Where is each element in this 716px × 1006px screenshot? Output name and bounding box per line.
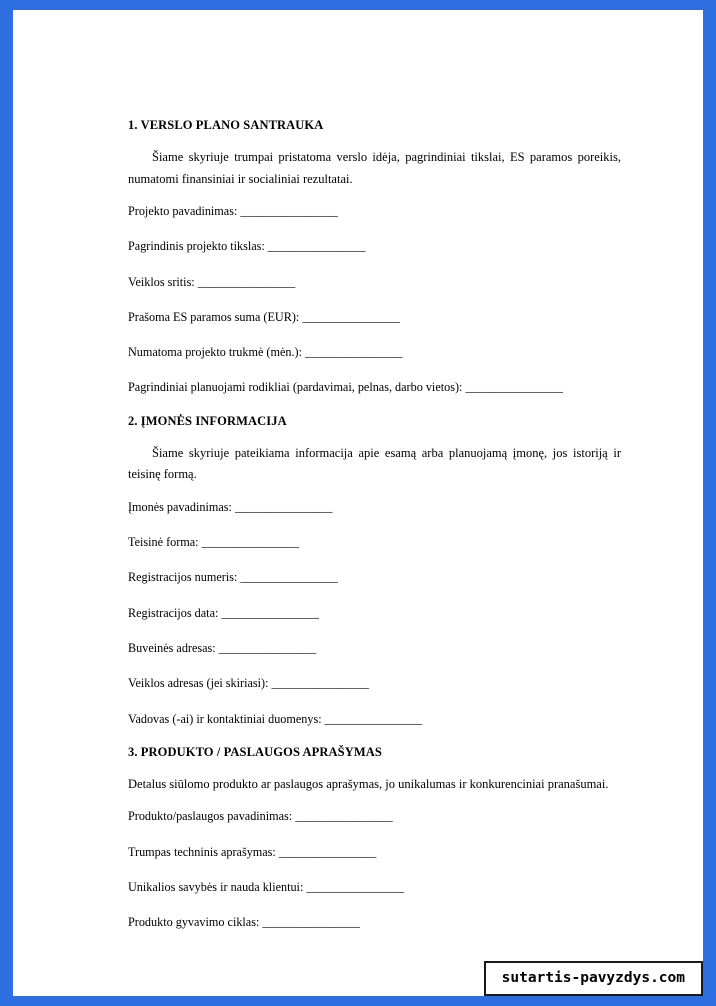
document-section-2 — [128, 414, 621, 728]
form-field-line: Pagrindinis projekto tikslas: ________________ — [128, 239, 366, 254]
section-fields-3 — [128, 807, 621, 931]
section-intro-1: Šiame skyriuje trumpai pristatoma verslo idėja, pagrindiniai tikslai, ES paramos poreikis, numatomi finansiniai ir socialiniai rezultatai. — [128, 150, 621, 186]
form-field-line: Pagrindiniai planuojami rodikliai (pardavimai, pelnas, darbo vietos): ________________ — [128, 380, 563, 395]
form-field-line: Unikalios savybės ir nauda klientui: ________________ — [128, 879, 404, 894]
section-heading-1: 1. VERSLO PLANO SANTRAUKA — [128, 118, 324, 132]
document-page — [13, 10, 703, 996]
form-field-line: Buveinės adresas: ________________ — [128, 640, 317, 655]
form-field-line: Produkto gyvavimo ciklas: ________________ — [128, 915, 360, 930]
document-section-1 — [128, 118, 621, 397]
section-intro-2: Šiame skyriuje pateikiama informacija apie esamą arba planuojamą įmonę, jos istoriją ir teisinę formą. — [128, 445, 621, 482]
form-field-line: Prašoma ES paramos suma (EUR): ________________ — [128, 309, 400, 324]
form-field-line: Produkto/paslaugos pavadinimas: ________________ — [128, 809, 393, 824]
form-field-line: Vadovas (-ai) ir kontaktiniai duomenys: ________________ — [128, 711, 423, 726]
form-field-line: Registracijos numeris: ________________ — [128, 570, 338, 585]
form-field-line: Numatoma projekto trukmė (mėn.): ________________ — [128, 345, 403, 360]
section-fields-2 — [128, 498, 621, 728]
form-field-line: Projekto pavadinimas: ________________ — [128, 204, 338, 218]
watermark-badge: sutartis-pavyzdys.com — [484, 961, 703, 996]
form-field-line: Teisinė forma: ________________ — [128, 535, 300, 550]
form-field-line: Veiklos sritis: ________________ — [128, 274, 296, 289]
section-intro-3: Detalus siūlomo produkto ar paslaugos aprašymas, jo unikalumas ir konkurenciniai pranašumai. — [128, 776, 609, 791]
form-field-line: Veiklos adresas (jei skiriasi): ________________ — [128, 676, 370, 691]
section-heading-3: 3. PRODUKTO / PASLAUGOS APRAŠYMAS — [128, 744, 382, 759]
form-field-line: Trumpas techninis aprašymas: ________________ — [128, 844, 377, 859]
document-section-3 — [128, 745, 621, 932]
document-body — [13, 10, 703, 949]
section-heading-2: 2. ĮMONĖS INFORMACIJA — [128, 413, 287, 428]
form-field-line: Registracijos data: ________________ — [128, 605, 319, 620]
section-fields-1 — [128, 202, 621, 397]
form-field-line: Įmonės pavadinimas: ________________ — [128, 499, 333, 514]
